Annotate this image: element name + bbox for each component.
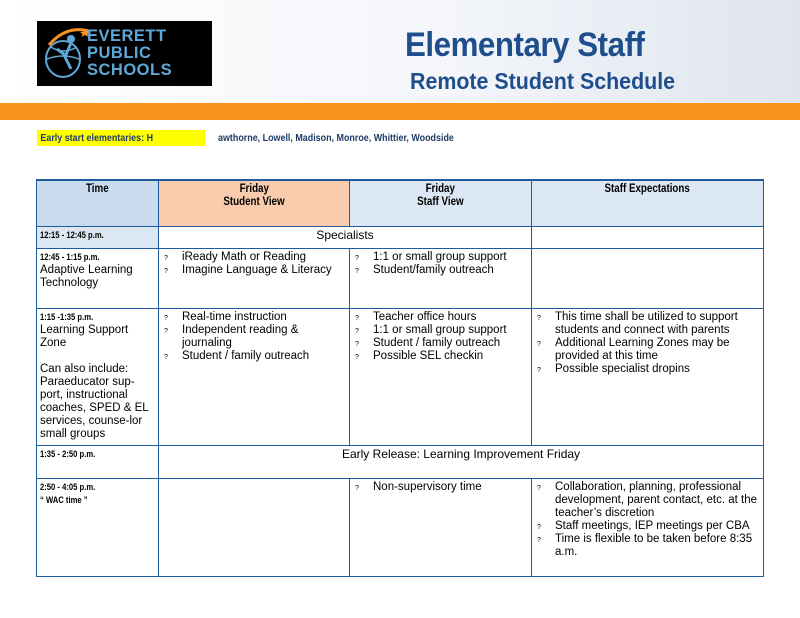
time-cell: 1:35 - 2:50 p.m. [37, 446, 159, 479]
list-item: ? Staff meetings, IEP meetings per CBA [535, 520, 760, 533]
block-note: Can also include: Paraeducator sup-port, instructional coaches, SPED & EL services, counse-lor small groups [40, 363, 149, 440]
expectations-cell [532, 249, 764, 309]
list-item: ? Imagine Language & Literacy [162, 264, 346, 277]
expectations-cell [532, 479, 764, 577]
list-item: ? Student / family outreach [162, 350, 346, 363]
list-item: ? Possible SEL checkin [353, 350, 528, 363]
list-item: ? 1:1 or small group support [353, 251, 528, 264]
list-item: ? Additional Learning Zones may be provided at this time [535, 337, 760, 363]
block-description: Learning Support Zone [40, 324, 129, 349]
table-row [37, 249, 764, 309]
page-title: Elementary Staff [405, 26, 645, 64]
staff-view-cell [350, 309, 532, 446]
table-row [37, 479, 764, 577]
table-row [37, 309, 764, 446]
header-time: Time [37, 180, 159, 227]
early-start-schools: awthorne, Lowell, Madison, Monroe, Whittier, Woodside [218, 132, 454, 144]
expectations-cell [532, 309, 764, 446]
time-cell: 12:15 - 12:45 p.m. [37, 227, 159, 249]
orange-divider [0, 103, 800, 120]
staff-view-cell [350, 249, 532, 309]
time-cell: 12:45 - 1:15 p.m. Adaptive Learning Technology [37, 249, 159, 309]
list-item: ? iReady Math or Reading [162, 251, 346, 264]
table-row [37, 227, 764, 249]
logo-line-2: PUBLIC [87, 44, 152, 62]
list-item: ? This time shall be utilized to support students and connect with parents [535, 311, 760, 337]
time-cell: 2:50 - 4:05 p.m. “ WAC time ” [37, 479, 159, 577]
list-item: ? Non-supervisory time [353, 481, 528, 494]
early-release-cell: Early Release: Learning Improvement Friday [159, 446, 764, 479]
list-item: ? Time is flexible to be taken before 8:35 a.m. [535, 533, 760, 559]
schedule-table [36, 179, 764, 577]
student-view-cell [159, 479, 350, 577]
header-row [37, 180, 764, 227]
list-item: ? Student / family outreach [353, 337, 528, 350]
globe-swoosh-icon [41, 25, 91, 81]
list-item: ? Student/family outreach [353, 264, 528, 277]
student-view-cell [159, 249, 350, 309]
header-staff-view: Friday Staff View [350, 180, 532, 227]
list-item: ? 1:1 or small group support [353, 324, 528, 337]
block-description: Adaptive Learning Technology [40, 264, 133, 289]
empty-cell [532, 227, 764, 249]
student-view-cell [159, 309, 350, 446]
logo-line-3: SCHOOLS [87, 61, 173, 79]
page-subtitle: Remote Student Schedule [410, 68, 676, 94]
early-start-label: Early start elementaries: H [37, 130, 205, 146]
logo-line-1: EVERETT [87, 27, 167, 45]
everett-public-schools-logo [37, 21, 212, 86]
list-item: ? Possible specialist dropins [535, 363, 760, 376]
list-item: ? Collaboration, planning, professional development, parent contact, etc. at the teacher’s discretion [535, 481, 760, 520]
list-item: ? Independent reading & journaling [162, 324, 346, 350]
header-staff-expectations: Staff Expectations [532, 180, 764, 227]
list-item: ? Real-time instruction [162, 311, 346, 324]
staff-view-cell [350, 479, 532, 577]
header-student-view: Friday Student View [159, 180, 350, 227]
time-cell: 1:15 -1:35 p.m. Learning Support Zone Can also include: Paraeducator sup-port, instructional coaches, SPED & EL services, counse-lor small groups [37, 309, 159, 446]
list-item: ? Teacher office hours [353, 311, 528, 324]
table-row [37, 446, 764, 479]
block-description: “ WAC time ” [40, 495, 88, 505]
specialists-cell: Specialists [159, 227, 532, 249]
